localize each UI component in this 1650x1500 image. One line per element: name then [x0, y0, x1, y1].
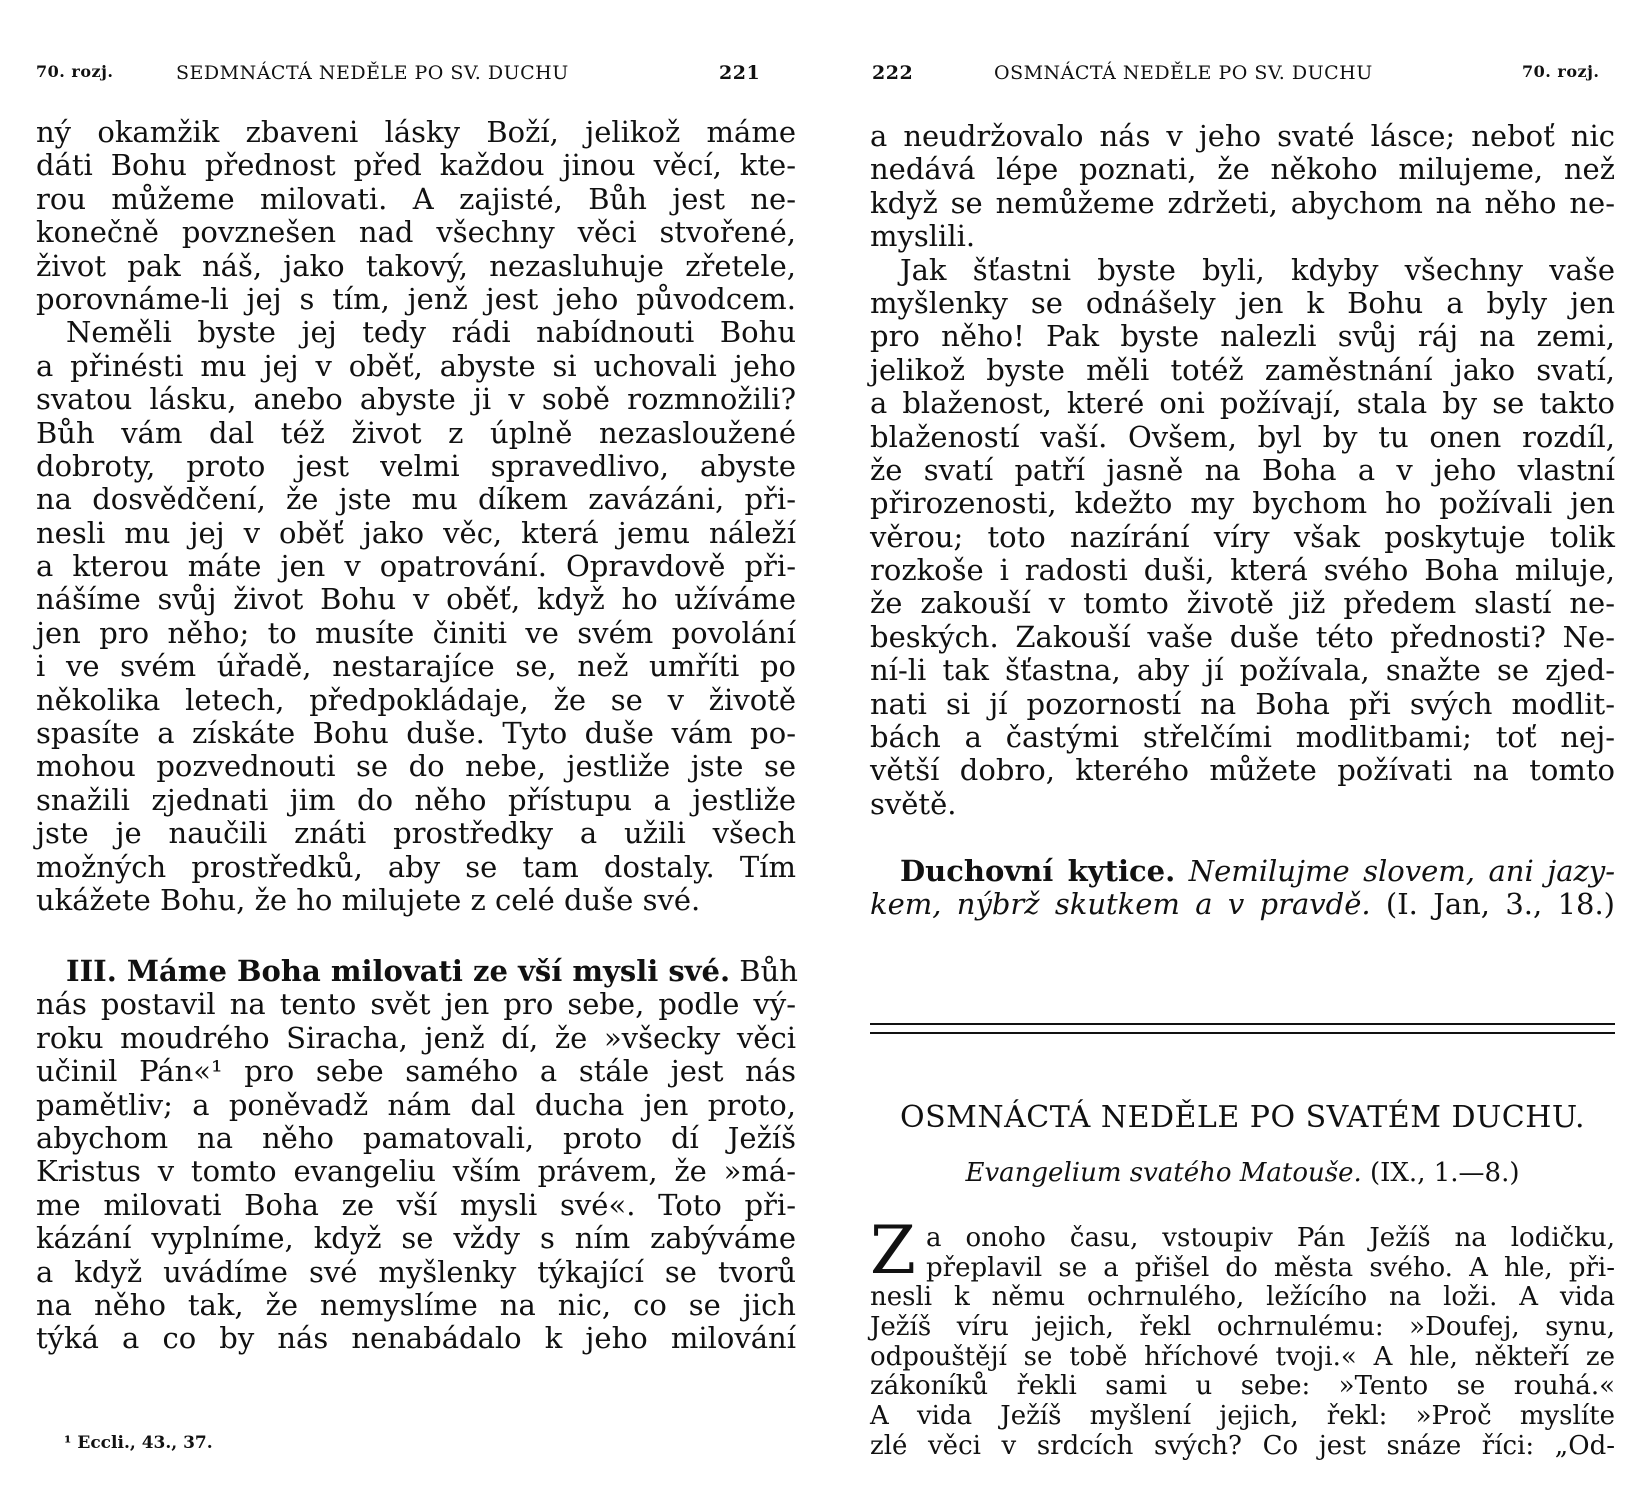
text-line: i ve svém úřadě, nestarajíce se, než umříti po — [36, 649, 796, 684]
text-line: a když uvádíme své myšlenky týkající se tvorů — [36, 1254, 796, 1289]
text-line: snažili zjednati jim do něho přístupu a jestliže — [36, 782, 796, 817]
text-line: dáti Bohu přednost před každou jinou věcí, kte- — [36, 148, 796, 183]
drop-cap: Z — [870, 1212, 916, 1289]
left-page — [36, 0, 796, 1500]
bouquet-quote-1: Nemilujme slovem, ani jazy- — [1188, 854, 1615, 888]
text-line: na dosvědčení, že jste mu díkem zavázáni, při- — [36, 482, 796, 517]
left-chapter-label: 70. rozj. — [36, 62, 114, 81]
text-line: a přinésti mu jej v oběť, abyste si uchovali jeho — [36, 348, 796, 383]
section-three-first-line — [36, 955, 796, 988]
text-line: svatou lásku, anebo abyste ji v sobě rozmnožili? — [36, 382, 796, 417]
text-line: odpouštějí se tobě hříchové tvoji.« A hle, někteří ze — [870, 1341, 1615, 1372]
right-running-head — [870, 62, 1615, 86]
text-line: a onoho času, vstoupiv Pán Ježíš na lodičku, — [926, 1223, 1615, 1253]
left-header-title: SEDMNÁCTÁ NEDĚLE PO SV. DUCHU — [176, 62, 569, 84]
bouquet-quote-2: kem, nýbrž skutkem a v pravdě. — [870, 887, 1371, 922]
text-line: že svatí patří jasně na Boha a v jeho vlastní — [870, 452, 1615, 487]
text-line: A vida Ježíš myšlení jejich, řekl: »Proč myslíte — [870, 1401, 1615, 1432]
right-page — [870, 0, 1615, 1500]
text-line: bách a častými střelčími modlitbami; toť nej- — [870, 720, 1615, 755]
text-line: a blaženost, které oni požívají, stala by se takto — [870, 386, 1615, 421]
text-line: Bůh vám dal též život z úplně nezasloužené — [36, 415, 796, 450]
footnote: ¹ Eccli., 43., 37. — [64, 1433, 213, 1453]
text-line: věrou; toto nazírání víry však poskytuje tolik — [870, 519, 1615, 554]
section-three-first-word: Bůh — [739, 954, 798, 988]
text-line: ní-li tak šťastna, aby jí požívala, snažte se zjed- — [870, 653, 1615, 688]
text-line: Ježíš víru jejich, řekl ochrnulému: »Doufej, synu, — [870, 1312, 1615, 1343]
text-line: mohou pozvednouti se do nebe, jestliže jste se — [36, 749, 796, 784]
text-line: rozkoše i radosti duši, která svého Boha miluje, — [870, 553, 1615, 588]
text-line: jelikož byste měli totéž zaměstnání jako svatí, — [870, 352, 1615, 387]
text-line: přirozenosti, kdežto my bychom ho požívali jen — [870, 486, 1615, 521]
text-line: zákoníků řekli sami u sebe: »Tento se rouhá.« — [870, 1371, 1615, 1402]
text-line: dobroty, proto jest velmi spravedlivo, abyste — [36, 448, 796, 483]
text-line: život pak náš, jako takový, nezasluhuje zřetele, — [36, 248, 796, 283]
left-page-number: 221 — [719, 62, 761, 84]
section-title: OSMNÁCTÁ NEDĚLE PO SVATÉM DUCHU. — [900, 1100, 1585, 1135]
bouquet-line-1 — [870, 855, 1615, 888]
spiritual-bouquet — [870, 855, 1615, 922]
text-line: nášíme svůj život Bohu v oběť, když ho užíváme — [36, 582, 796, 617]
right-page-number: 222 — [872, 62, 914, 84]
text-line: pro něho! Pak byste nalezli svůj ráj na zemi, — [870, 319, 1615, 354]
text-line: Jak šťastni byste byli, kdyby všechny vaše — [900, 252, 1615, 287]
right-header-title: OSMNÁCTÁ NEDĚLE PO SV. DUCHU — [994, 62, 1373, 84]
text-line: týká a co by nás nenabádalo k jeho milování — [36, 1321, 796, 1356]
text-line: porovnáme-li jej s tím, jenž jest jeho původcem. — [36, 281, 796, 316]
left-body-text — [36, 116, 796, 917]
text-line: pamětliv; a poněvadž nám dal ducha jen proto, — [36, 1087, 796, 1122]
gospel-title: Evangelium svatého Matouše. — [965, 1158, 1362, 1188]
text-line: abychom na něho pamatovali, proto dí Ježíš — [36, 1120, 796, 1155]
text-line: me milovati Boha ze vší mysli své«. Toto při- — [36, 1187, 796, 1222]
text-line: ný okamžik zbaveni lásky Boží, jelikož máme — [36, 115, 796, 149]
right-chapter-label: 70. rozj. — [1522, 62, 1600, 81]
text-line: učinil Pán«¹ pro sebe samého a stále jest nás — [36, 1054, 796, 1089]
gospel-text — [870, 1224, 1615, 1462]
text-line: nedává lépe poznati, že někoho milujeme, než — [870, 152, 1615, 187]
text-line: nati si jí pozorností na Boha při svých modlit- — [870, 686, 1615, 721]
text-line: Kristus v tomto evangeliu vším právem, že »má- — [36, 1154, 796, 1189]
text-line: nesli mu jej v oběť jako věc, která jemu náleží — [36, 515, 796, 550]
left-running-head — [36, 62, 796, 86]
text-line: a kterou máte jen v opatrování. Opravdově při- — [36, 549, 796, 584]
text-line: možných prostředků, aby se tam dostaly. Tím — [36, 849, 796, 884]
text-line: nás postavil na tento svět jen pro sebe, podle vý- — [36, 987, 796, 1022]
gospel-reference: (IX., 1.—8.) — [1370, 1158, 1520, 1188]
text-line: konečně povznešen nad všechny věci stvořené, — [36, 215, 796, 250]
text-line: jste je naučili znáti prostředky a užili všech — [36, 816, 796, 851]
text-line: větší dobro, kterého můžete požívati na tomto — [870, 753, 1615, 788]
text-line: spasíte a získáte Bohu duše. Tyto duše vám po- — [36, 716, 796, 751]
text-line: myšlenky se odnášely jen k Bohu a byly jen — [870, 285, 1615, 320]
bouquet-line-2 — [870, 888, 1615, 921]
text-line: několika letech, předpokládaje, že se v životě — [36, 682, 796, 717]
bouquet-reference: (I. Jan, 3., 18.) — [1385, 887, 1615, 922]
right-body-text — [870, 120, 1615, 821]
text-line: roku moudrého Siracha, jenž dí, že »všecky věci — [36, 1020, 796, 1055]
text-line: beských. Zakouší vaše duše této přednosti? Ne- — [870, 619, 1615, 654]
text-line: přeplavil se a přišel do města svého. A hle, při- — [926, 1252, 1615, 1283]
text-line: blažeností vaší. Ovšem, byl by tu onen rozdíl, — [870, 419, 1615, 454]
text-line: jen pro něho; to musíte činiti ve svém povolání — [36, 615, 796, 650]
text-line: kázání vyplníme, když se vždy s ním zabýváme — [36, 1221, 796, 1256]
text-line: myslili. — [870, 219, 976, 254]
text-line: zlé věci v srdcích svých? Co jest snáze říci: „Od- — [870, 1430, 1615, 1461]
bouquet-label: Duchovní kytice. — [900, 854, 1176, 888]
section-three-text — [36, 955, 796, 1356]
gospel-heading — [870, 1158, 1615, 1188]
text-line: ukážete Bohu, že ho milujete z celé duše své. — [36, 882, 701, 917]
text-line: na něho tak, že nemyslíme na nic, co se jich — [36, 1287, 796, 1322]
text-line: když se nemůžeme zdržeti, abychom na něho ne- — [870, 185, 1615, 220]
text-line: nesli k němu ochrnulého, ležícího na loži. A vida — [870, 1282, 1615, 1313]
text-line: a neudržovalo nás v jeho svaté lásce; neboť nic — [870, 119, 1615, 153]
section-three-heading: III. Máme Boha milovati ze vší mysli své. — [66, 954, 731, 988]
text-line: že zakouší v tomto životě již předem slastí ne- — [870, 586, 1615, 621]
text-line: Neměli byste jej tedy rádi nabídnouti Bohu — [66, 315, 796, 350]
section-divider — [870, 1023, 1615, 1034]
text-line: světě. — [870, 786, 957, 821]
text-line: rou můžeme milovati. A zajisté, Bůh jest ne- — [36, 181, 796, 216]
